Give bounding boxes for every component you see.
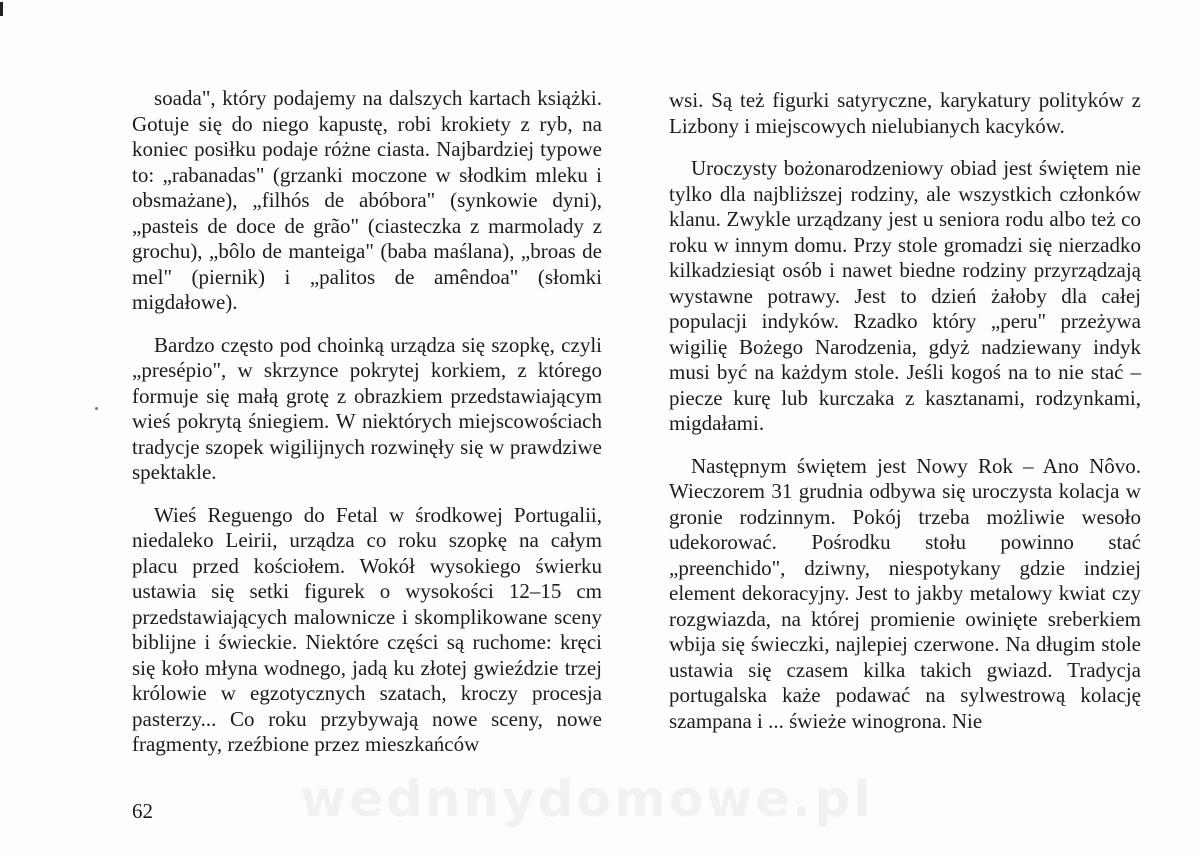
paragraph: soada", który podajemy na dalszych kartach książki. Gotuje się do niego kapustę, robi krokiety z ryb, na koniec posiłku podaje różne ciasta. Najbardziej typowe to: „rabanadas" (grzanki moczone w słodkim mleku i obsmażane), „filhós de abóbora" (synkowie dyni), „pasteis de doce de grão" (ciasteczka z marmolady z grochu), „bôlo de manteiga" (baba maślana), „broas de mel" (piernik) i „palitos de amêndoa" (słomki migdałowe). <box>132 86 602 314</box>
paragraph: Wieś Reguengo do Fetal w środkowej Portugalii, niedaleko Leirii, urządza co roku szopkę na całym placu przed kościołem. Wokół wysokiego świerku ustawia się setki figurek o wysokości 12–15 cm przedstawiających malownicze i skomplikowane sceny biblijne i świeckie. Niektóre części są ruchome: kręci się koło młyna wodnego, jadą ku złotej gwieździe trzej królowie w egzotycznych szatach, kroczy procesja pasterzy... Co roku przybywają nowe sceny, nowe fragmenty, rzeźbione przez mieszkańców <box>132 502 602 756</box>
watermark: wednnydomowe.pl <box>300 770 874 828</box>
right-text-column <box>669 88 1141 734</box>
scan-speck <box>95 407 98 410</box>
paragraph: wsi. Są też figurki satyryczne, karykatury polityków z Lizbony i miejscowych nielubianych kacyków. <box>669 88 1141 138</box>
paragraph: Następnym świętem jest Nowy Rok – Ano Nôvo. Wieczorem 31 grudnia odbywa się uroczysta kolacja w gronie rodzinnym. Pokój trzeba możliwie wesoło udekorować. Pośrodku stołu powinno stać „preenchido", dziwny, niespotykany gdzie indziej element dekoracyjny. Jest to jakby metalowy kwiat czy rozgwiazda, na której promienie owinięte sreberkiem wbija się świeczki, najlepiej czerwone. Na długim stole ustawia się czasem kilka takich gwiazd. Tradycja portugalska każe podawać na sylwestrową kolację szampana i ... świeże winogrona. Nie <box>669 453 1141 733</box>
paragraph: Uroczysty bożonarodzeniowy obiad jest świętem nie tylko dla najbliższej rodziny, ale wszystkich członków klanu. Zwykle urządzany jest u seniora rodu albo też co roku w innym domu. Przy stole gromadzi się nierzadko kilkadziesiąt osób i nawet biedne rodziny przyrządzają wystawne potrawy. Jest to dzień żałoby dla całej populacji indyków. Rzadko który „peru" przeżywa wigilię Bożego Narodzenia, gdyż nadziewany indyk musi być na każdym stole. Jeśli kogoś na to nie stać – piecze kurę lub kurczaka z kasztanami, rodzynkami, migdałami. <box>669 156 1141 435</box>
scan-edge-mark <box>0 2 3 16</box>
paragraph: Bardzo często pod choinką urządza się szopkę, czyli „presépio", w skrzynce pokrytej korkiem, z którego formuje się małą grotę z obrazkiem przedstawiającym wieś pokrytą śniegiem. W niektórych miejscowościach tradycje szopek wigilijnych rozwinęły się w prawdziwe spektakle. <box>132 332 602 484</box>
page-number: 62 <box>132 799 153 823</box>
left-text-column <box>132 86 602 758</box>
